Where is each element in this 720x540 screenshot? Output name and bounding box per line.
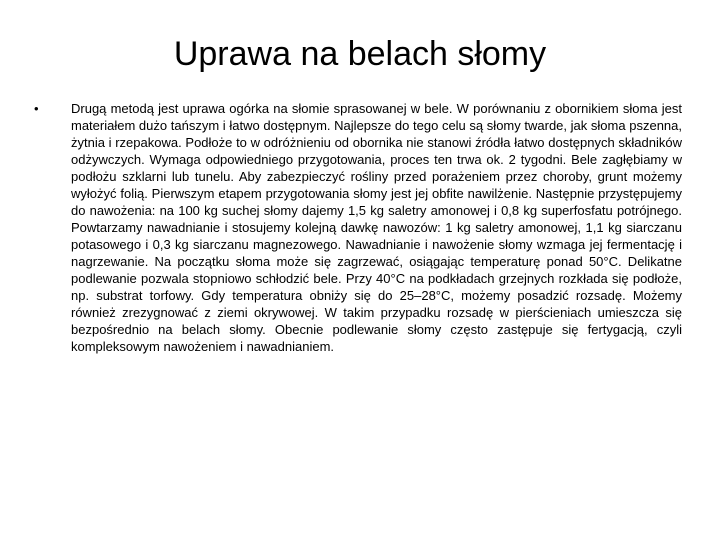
bullet-item [34, 100, 682, 355]
slide-title: Uprawa na belach słomy [173, 35, 547, 73]
slide-body [34, 100, 682, 520]
bullet-text: Drugą metodą jest uprawa ogórka na słomie sprasowanej w bele. W porównaniu z obornikiem słoma jest materiałem dużo tańszym i łatwo dostępnym. Najlepsze do tego celu są słomy twarde, jak słoma pszenna, żytnia i rzepakowa. Podłoże to w odróżnieniu od obornika nie stanowi źródła łatwo dostępnych składników odżywczych. Wymaga odpowiedniego przygotowania, proces ten trwa ok. 2 tygodni. Bele zagłębiamy w podłożu szklarni lub tunelu. Aby zabezpieczyć rośliny przed porażeniem przez choroby, grunt możemy wyłożyć folią. Pierwszym etapem przygotowania słomy jest jej obfite nawilżenie. Następnie przystępujemy do nawożenia: na 100 kg suchej słomy dajemy 1,5 kg saletry amonowej i 0,8 kg superfosfatu potrójnego. Powtarzamy nawadnianie i stosujemy kolejną dawkę nawozów: 1 kg saletry amonowej, 1,1 kg siarczanu potasowego i 0,3 kg siarczanu magnezowego. Nawadnianie i nawożenie słomy wzmaga jej fermentację i nagrzewanie. Na początku słoma może się zagrzewać, osiągając temperaturę ponad 50°C. Delikatne podlewanie pozwala stopniowo schłodzić bele. Przy 40°C na podkładach grzejnych rozkłada się podłoże, np. substrat torfowy. Gdy temperatura obniży się do 25–28°C, możemy posadzić rozsadę. Możemy również zrezygnować z ziemi okrywowej. W takim przypadku rozsadę w pierścieniach umieszcza się bezpośrednio na belach słomy. Obecnie podlewanie słomy często zastępuje się fertygacją, czyli kompleksowym nawożeniem i nawadnianiem. [71, 101, 682, 354]
bullet-icon: • [34, 101, 39, 116]
